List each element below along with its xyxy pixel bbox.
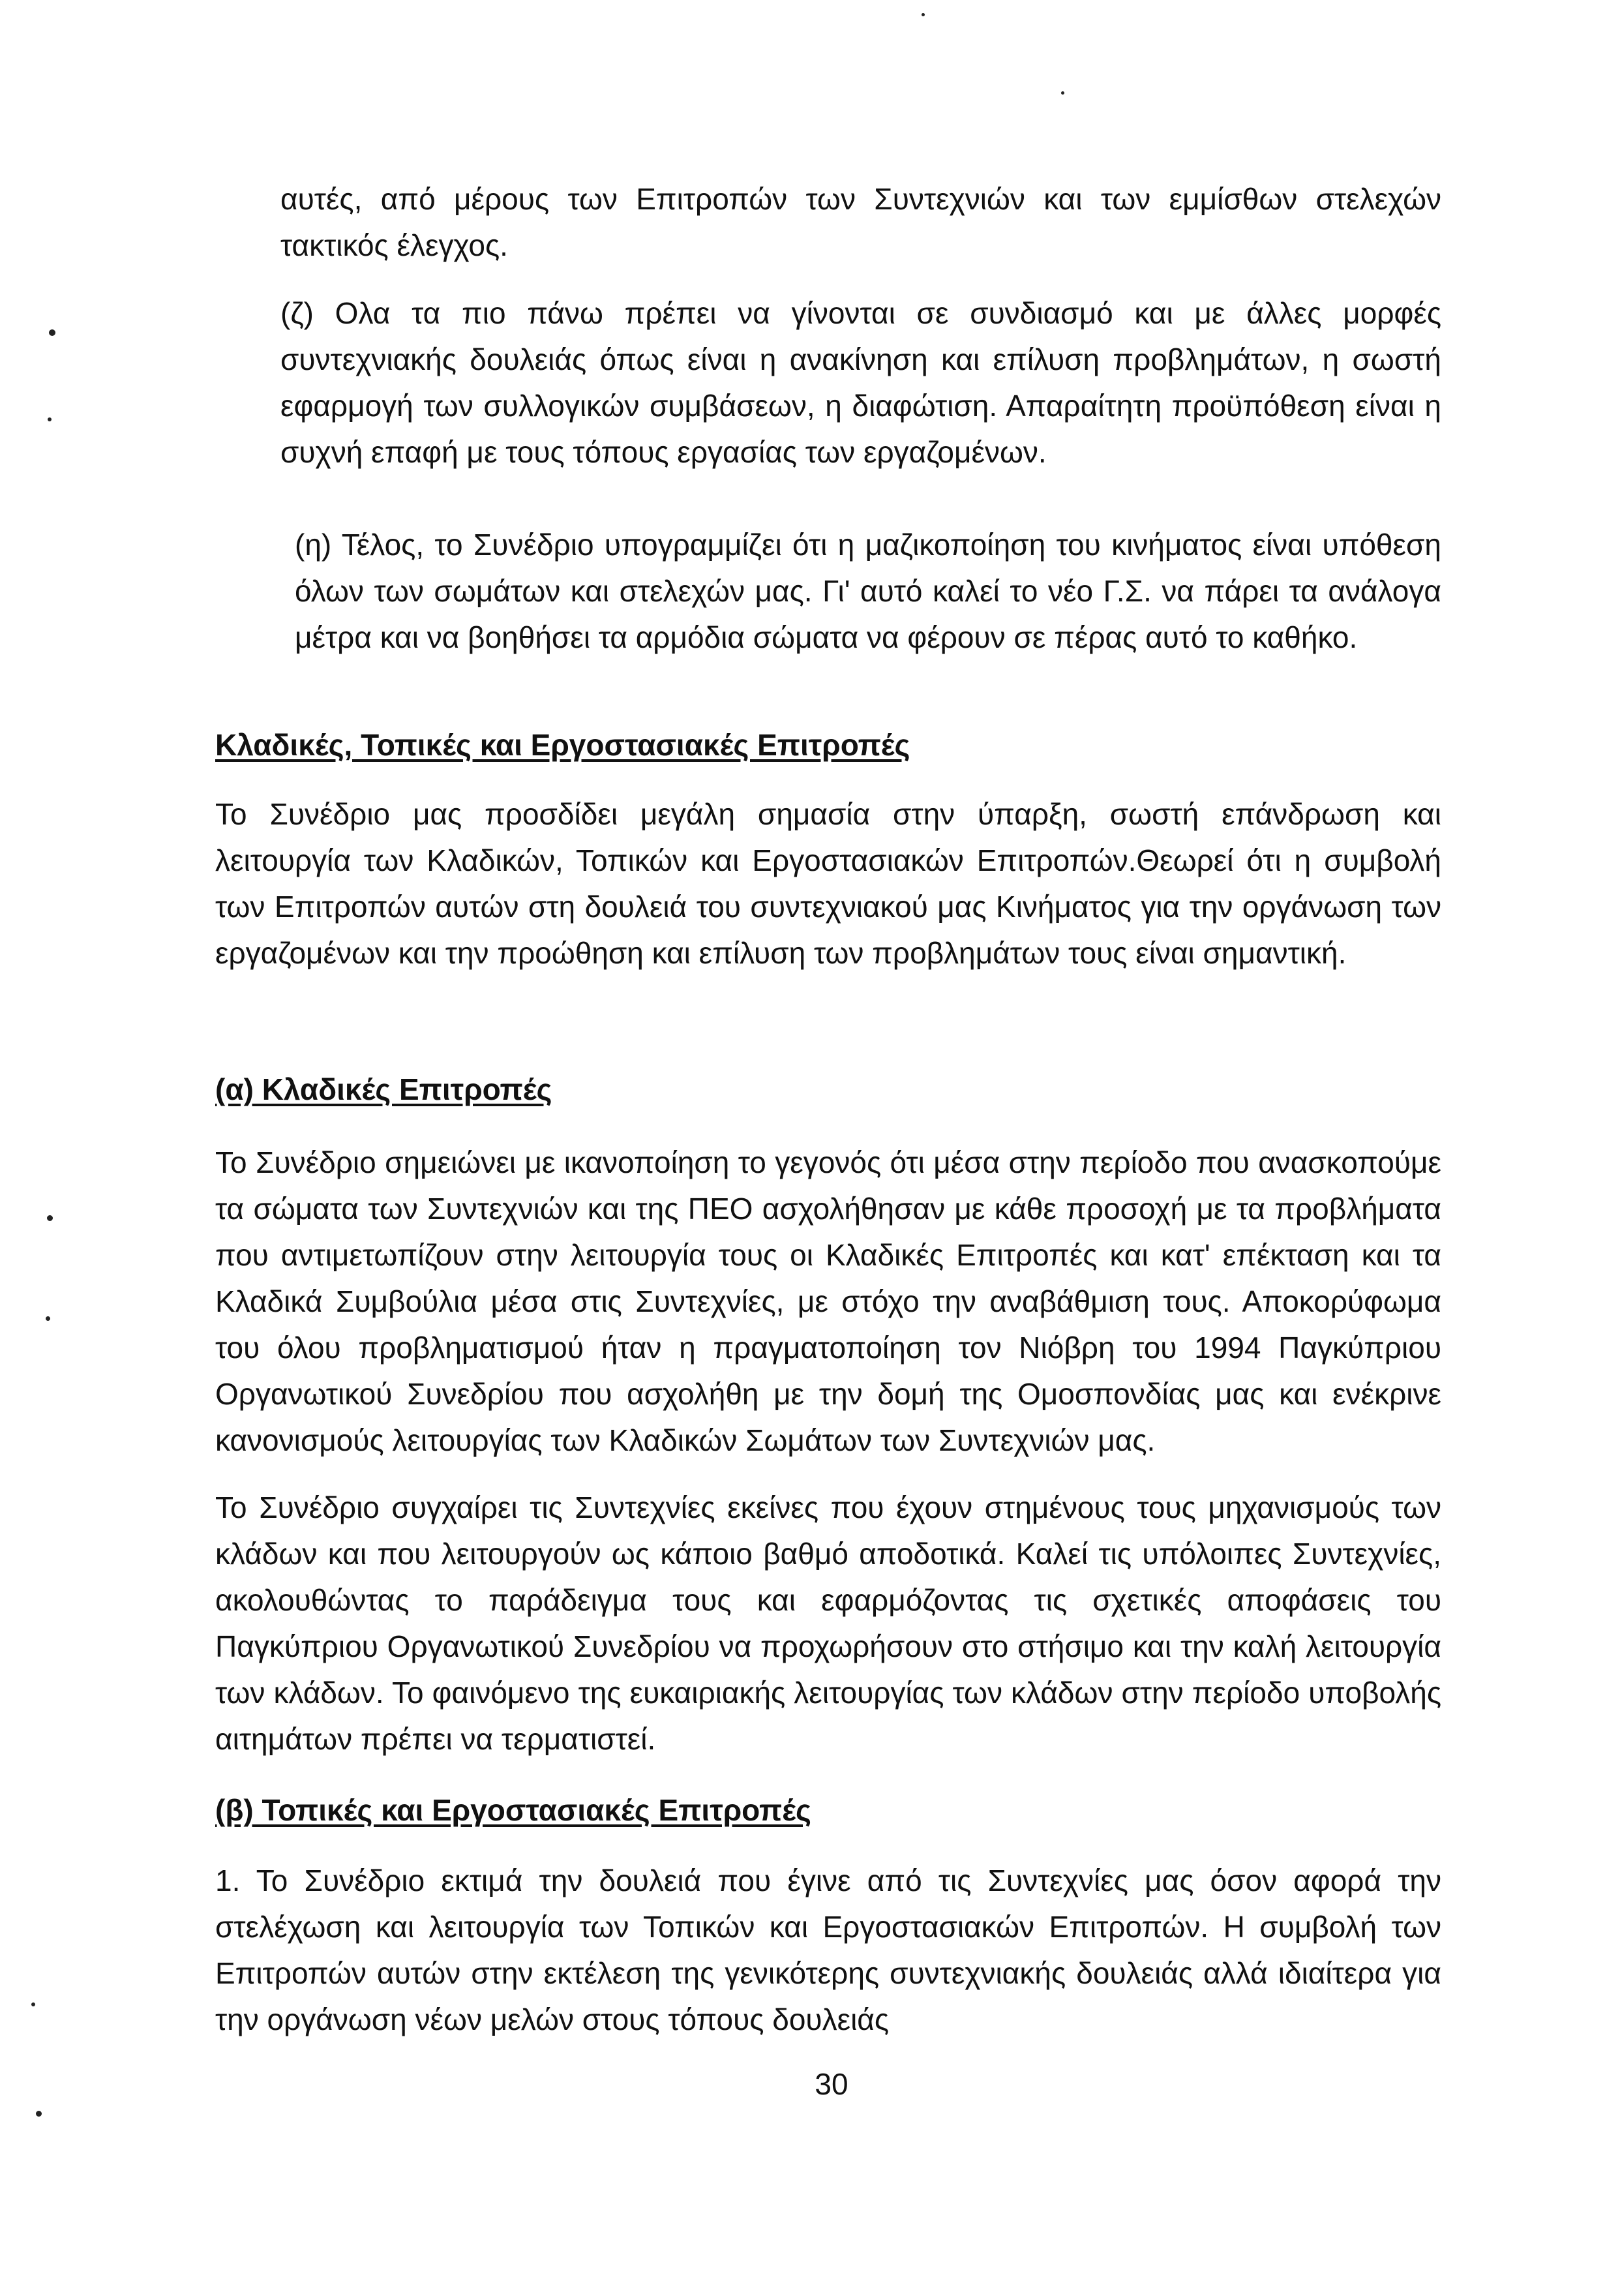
scan-speck <box>1061 91 1064 95</box>
paragraph-branch-committees: Το Συνέδριο σημειώνει με ικανοποίηση το γεγονός ότι μέσα στην περίοδο που ανασκοπούμε τα σώματα των Συντεχνιών και της ΠΕΟ ασχολήθησαν με κάθε προσοχή με τα προβλήματα που αντιμετωπίζουν στην λειτουργία τους οι Κλαδικές Επιτροπές και κατ' επέκταση και τα Κλαδικά Συμβούλια μέσα στις Συντεχνίες, με στόχο την αναβάθμιση τους. Αποκορύφωμα του όλου προβληματισμού ήταν η πραγματοποίηση τον Νιόβρη του 1994 Παγκύπριου Οργανωτικού Συνεδρίου που ασχολήθη με την δομή της Ομοσπονδίας μας και ενέκρινε κανονισμούς λειτουργίας των Κλαδικών Σωμάτων των Συντεχνιών μας. <box>215 1145 1441 1457</box>
paragraph-committees-intro: Το Συνέδριο μας προσδίδει μεγάλη σημασία στην ύπαρξη, σωστή επάνδρωση και λειτουργία των Κλαδικών, Τοπικών και Εργοστασιακών Επιτροπών.Θεωρεί ότι η συμβολή των Επιτροπών αυτών στη δουλειά του συντεχνιακού μας Κινήματος για την οργάνωση των εργαζομένων και την προώθηση και επίλυση των προβλημάτων τους είναι σημαντική. <box>215 797 1441 970</box>
section-heading-committees: Κλαδικές, Τοπικές και Εργοστασιακές Επιτροπές <box>215 728 910 762</box>
paragraph-unions-congratulations: Το Συνέδριο συγχαίρει τις Συντεχνίες εκείνες που έχουν στημένους τους μηχανισμούς των κλάδων και που λειτουργούν ως κάποιο βαθμό αποδοτικά. Καλεί τις υπόλοιπες Συντεχνίες, ακολουθώντας το παράδειγμα τους και εφαρμόζοντας τις σχετικές αποφάσεις του Παγκύπριου Οργανωτικού Συνεδρίου να προχωρήσουν στο στήσιμο και την καλή λειτουργία των κλάδων. Το φαινόμενο της ευκαιριακής λειτουργίας των κλάδων στην περίοδο υποβολής αιτημάτων πρέπει να τερματιστεί. <box>215 1490 1441 1756</box>
scan-speck <box>47 1215 53 1221</box>
subsection-heading-branch-committees: (α) Κλαδικές Επιτροπές <box>215 1072 552 1106</box>
subsection-heading-local-committees: (β) Τοπικές και Εργοστασιακές Επιτροπές <box>215 1793 811 1827</box>
paragraph-item-h: (η) Τέλος, το Συνέδριο υπογραμμίζει ότι η μαζικοποίηση του κινήματος είναι υπόθεση όλων των σωμάτων και στελεχών μας. Γι' αυτό καλεί το νέο Γ.Σ. να πάρει τα ανάλογα μέτρα και να βοηθήσει τα αρμόδια σώματα να φέρουν σε πέρας αυτό το καθήκο. <box>295 528 1441 654</box>
paragraph-staff-control: αυτές, από μέρους των Επιτροπών των Συντεχνιών και των εμμίσθων στελεχών τακτικός έλεγχος. <box>280 182 1441 262</box>
scan-speck <box>31 2002 35 2006</box>
scan-speck <box>49 329 55 336</box>
paragraph-item-z: (ζ) Ολα τα πιο πάνω πρέπει να γίνονται σε συνδιασμό και με άλλες μορφές συντεχνιακής δουλειάς όπως είναι η ανακίνηση και επίλυση προβλημάτων, η σωστή εφαρμογή των συλλογικών συμβάσεων, η διαφώτιση. Απαραίτητη προϋπόθεση είναι η συχνή επαφή με τους τόπους εργασίας των εργαζομένων. <box>280 296 1441 469</box>
page-number: 30 <box>815 2067 848 2101</box>
scan-speck <box>922 13 925 16</box>
scan-speck <box>36 2111 42 2117</box>
scan-speck <box>46 1316 50 1321</box>
scan-speck <box>48 417 52 421</box>
paragraph-local-committees-1: 1. Το Συνέδριο εκτιμά την δουλειά που έγινε από τις Συντεχνίες μας όσον αφορά την στελέχωση και λειτουργία των Τοπικών και Εργοστασιακών Επιτροπών. Η συμβολή των Επιτροπών αυτών στην εκτέλεση της γενικότερης συντεχνιακής δουλειάς αλλά ιδιαίτερα για την οργάνωση νέων μελών στους τόπους δουλειάς <box>215 1864 1441 2036</box>
